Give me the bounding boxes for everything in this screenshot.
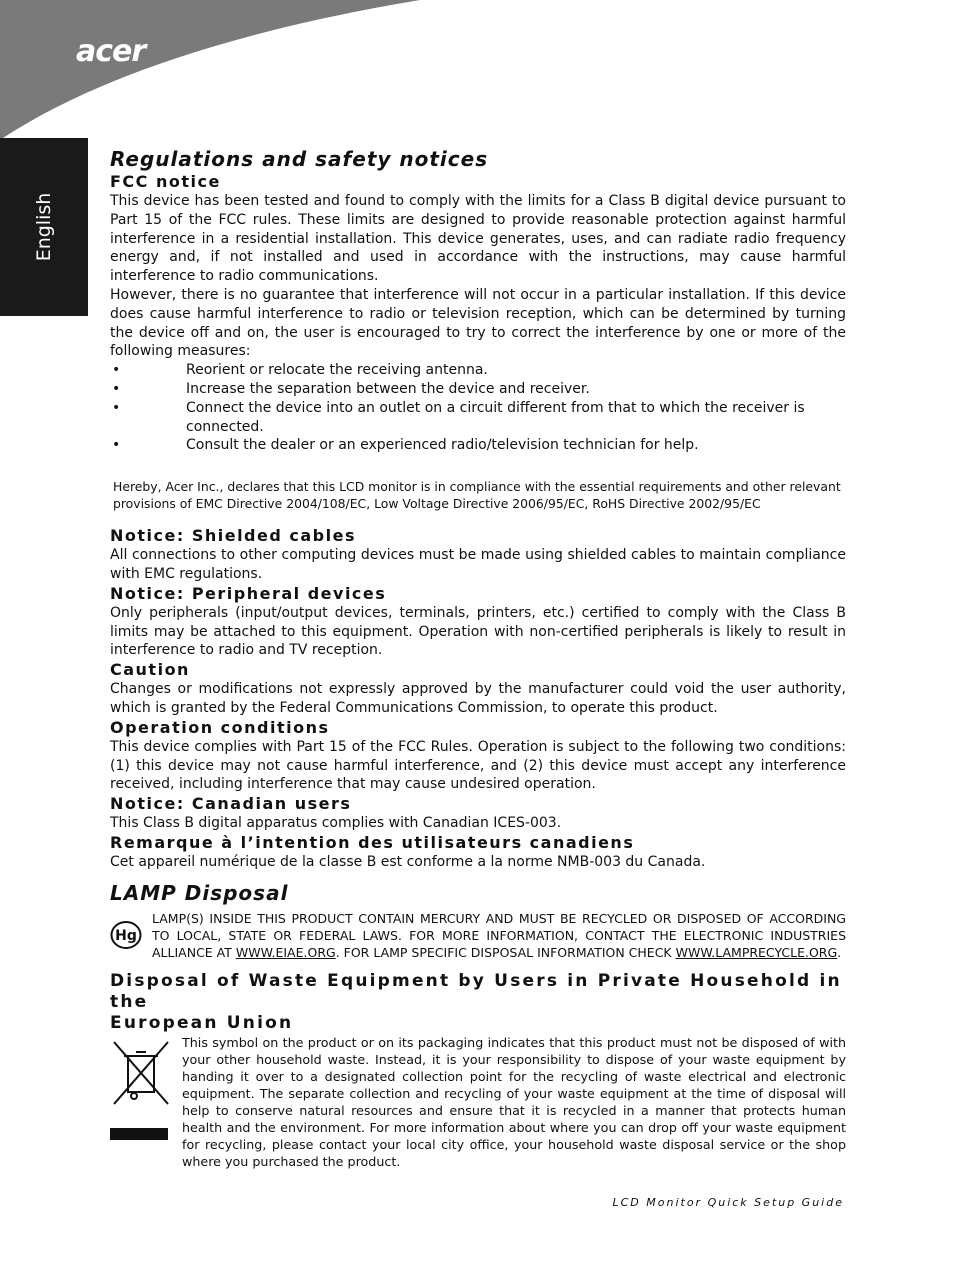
fcc-paragraph-2: However, there is no guarantee that interference will not occur in a particular installation. If this device does cause harmful interference to radio or television reception, which can be determined by turning the device off and on, the user is encouraged to try to correct the interference by one or more of the following measures: [110, 286, 846, 360]
lamp-disposal-block [110, 910, 846, 961]
bullet-icon: • [112, 399, 121, 416]
peripheral-devices-text: Only peripherals (input/output devices, terminals, printers, etc.) certified to comply with the Class B limits may be attached to this equipment. Operation with non-certified peripherals is likely to result in interference to radio and TV reception. [110, 604, 846, 659]
weee-text: This symbol on the product or on its packaging indicates that this product must not be disposed of with your other household waste. Instead, it is your responsibility to dispose of your waste equipment by handing it over to a designated collection point for the recycling of waste electrical and electronic equipment. The separate collection and recycling of your waste equipment at the time of disposal will help to conserve natural resources and ensure that it is recycled in a manner that protects human health and the environment. For more information about where you can drop off your waste equipment for recycling, please contact your local city office, your household waste disposal service or the shop where you purchased the product. [182, 1034, 846, 1169]
operation-conditions-heading: Operation conditions [110, 717, 330, 737]
bullet-icon: • [112, 437, 121, 454]
fcc-paragraph-1: This device has been tested and found to comply with the limits for a Class B digital device pursuant to Part 15 of the FCC rules. These limits are designed to provide reasonable protection against harmful interference in a residential installation. This device generates, uses, and can radiate radio frequency energy and, if not installed and used in accordance with the instructions, may cause harmful interference to radio communications. [110, 193, 846, 285]
mercury-hg-label: Hg [115, 927, 137, 944]
main-content [110, 146, 846, 1170]
weee-heading-line1: Disposal of Waste Equipment by Users in Private Household in the [110, 970, 842, 1012]
language-tab-label: English [33, 192, 55, 262]
bullet-icon: • [112, 362, 121, 379]
list-item: • Consult the dealer or an experienced radio/television technician for help. [112, 437, 699, 454]
footer-guide-title: LCD Monitor Quick Setup Guide [612, 1196, 844, 1209]
mercury-hg-icon [110, 920, 142, 950]
peripheral-devices-heading: Notice: Peripheral devices [110, 583, 387, 603]
regulations-title: Regulations and safety notices [110, 147, 489, 171]
operation-conditions-text: This device complies with Part 15 of the FCC Rules. Operation is subject to the following two conditions: (1) this device may not cause harmful interference, and (2) this device must accept any interference received, including interference that may cause undesired operation. [110, 738, 846, 793]
list-item: • Connect the device into an outlet on a circuit different from that to which the receiver is connected. [112, 399, 805, 435]
language-tab [0, 138, 88, 316]
canadian-users-text: This Class B digital apparatus complies with Canadian ICES-003. [110, 815, 562, 832]
remarque-heading: Remarque à l’intention des utilisateurs canadiens [110, 832, 635, 852]
weee-heading-line2: European Union [110, 1012, 294, 1033]
canadian-users-heading: Notice: Canadian users [110, 794, 352, 814]
bullet-icon: • [112, 380, 121, 397]
shielded-cables-text: All connections to other computing devices must be made using shielded cables to maintain compliance with EMC regulations. [110, 547, 846, 582]
lamp-disposal-text: LAMP(S) INSIDE THIS PRODUCT CONTAIN MERCURY AND MUST BE RECYCLED OR DISPOSED OF ACCORDING TO LOCAL, STATE OR FEDERAL LAWS. FOR MORE INFORMATION, CONTACT THE ELECTRONIC INDUSTRIES ALLIANCE AT WWW.EIAE.ORG. FOR LAMP SPECIFIC DISPOSAL INFORMATION CHECK WWW.LAMPRECYCLE.ORG. [152, 910, 846, 960]
weee-block [110, 1034, 846, 1170]
crossed-out-wheelie-bin-icon [110, 1038, 174, 1142]
eiae-link[interactable]: WWW.EIAE.ORG [235, 944, 336, 960]
ec-declaration: Hereby, Acer Inc., declares that this LCD monitor is in compliance with the essential requirements and other relevant provisions of EMC Directive 2004/108/EC, Low Voltage Directive 2006/95/EC, RoHS Directive 2002/95/EC [113, 479, 841, 511]
lamprecycle-link[interactable]: WWW.LAMPRECYCLE.ORG [675, 944, 838, 960]
header-banner [0, 0, 954, 150]
shielded-cables-heading: Notice: Shielded cables [110, 526, 356, 546]
fcc-measures-list [110, 361, 846, 455]
banner-swoosh [0, 0, 420, 140]
list-item: • Reorient or relocate the receiving antenna. [112, 362, 488, 379]
lamp-disposal-title: LAMP Disposal [110, 880, 289, 905]
remarque-text: Cet appareil numérique de la classe B est conforme a la norme NMB-003 du Canada. [110, 853, 706, 870]
fcc-heading: FCC notice [110, 172, 221, 191]
list-item: • Increase the separation between the device and receiver. [112, 380, 590, 397]
acer-logo: acer [76, 34, 146, 69]
caution-text: Changes or modifications not expressly approved by the manufacturer could void the user authority, which is granted by the Federal Communications Commission, to operate this product. [110, 681, 846, 716]
caution-heading: Caution [110, 660, 190, 680]
